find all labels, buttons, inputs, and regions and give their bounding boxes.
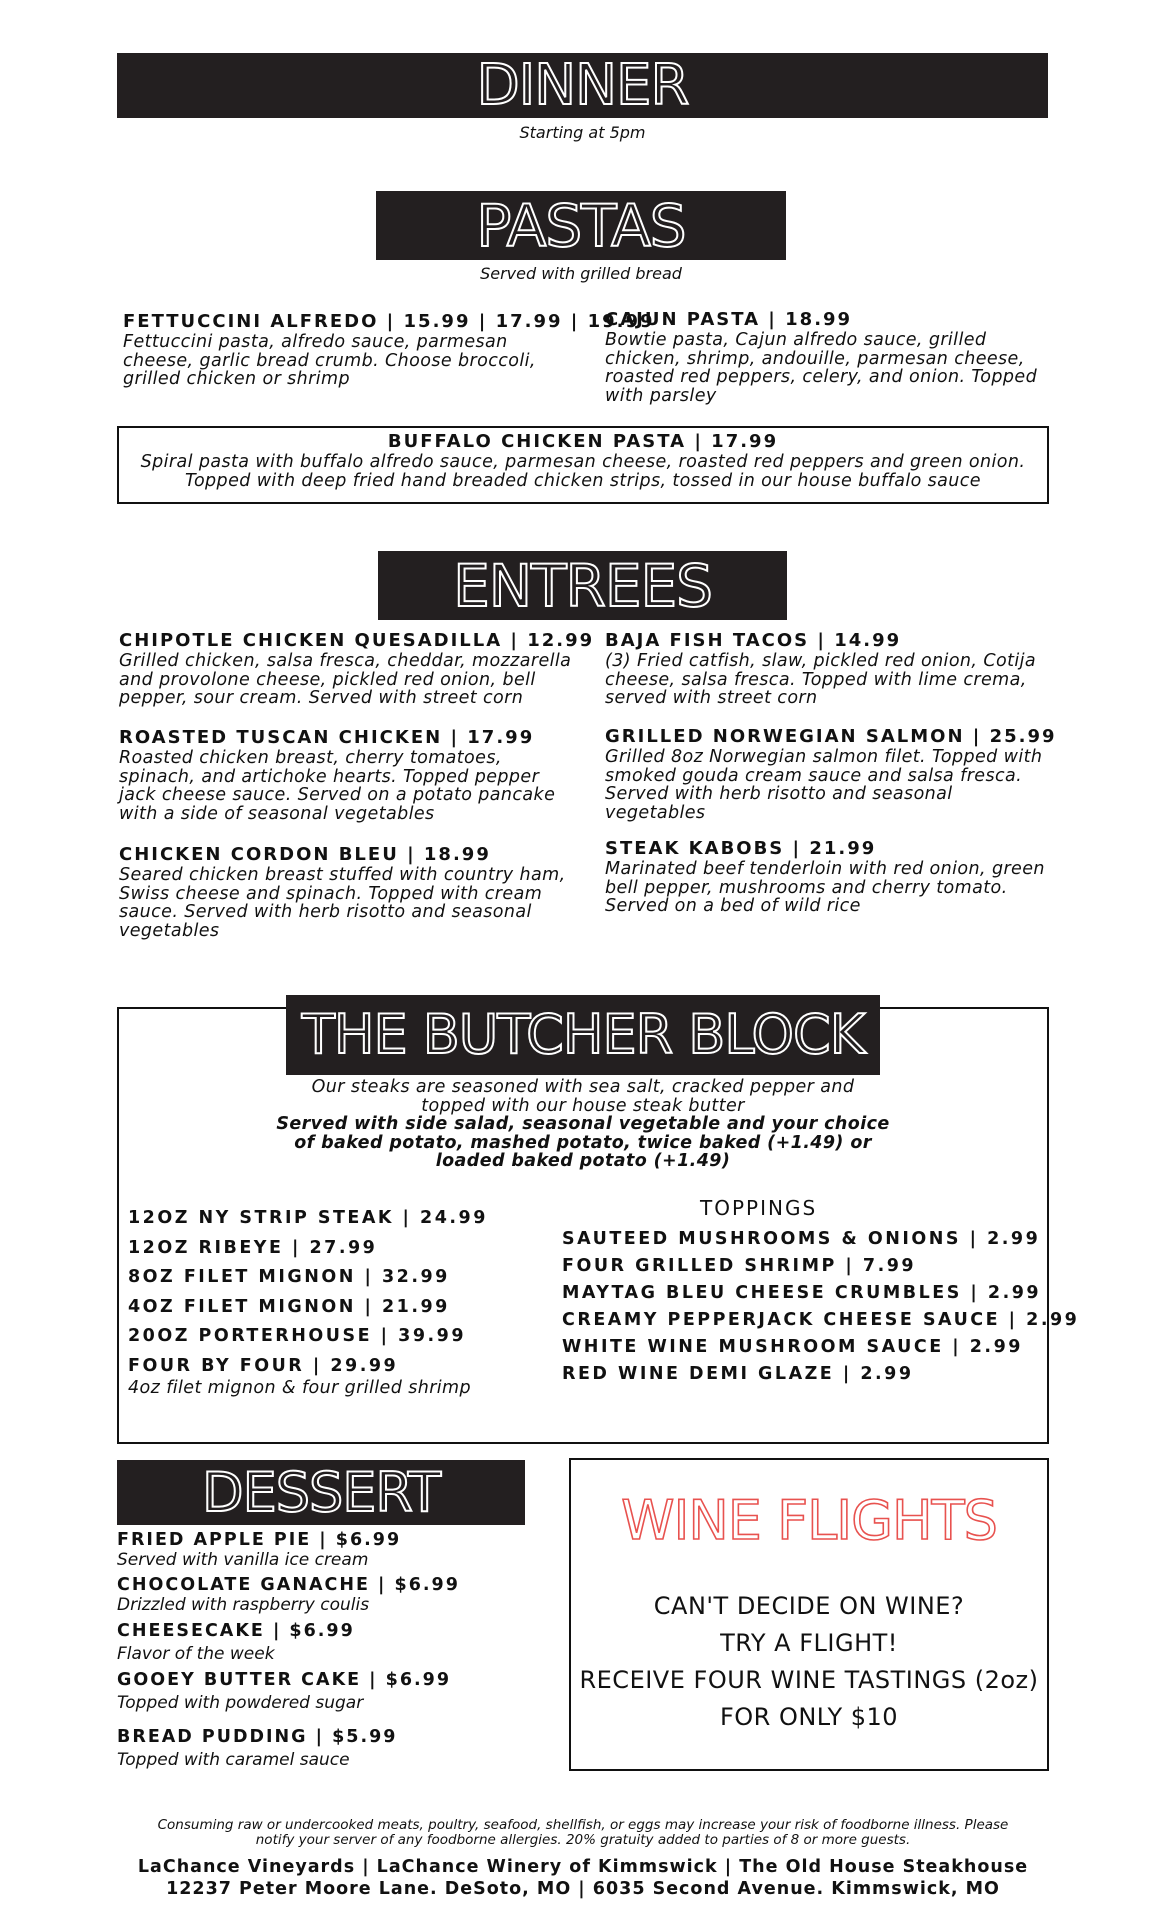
item-name: STEAK KABOBS | 21.99 (605, 838, 877, 859)
menu-item-salmon (605, 726, 1057, 823)
item-description: Served with vanilla ice cream (117, 1550, 369, 1570)
steak-item: 8OZ FILET MIGNON | 32.99 (128, 1267, 450, 1287)
footer (60, 1818, 1106, 1900)
dinner-banner (117, 53, 1048, 118)
steak-item: 4OZ FILET MIGNON | 21.99 (128, 1296, 450, 1317)
menu-item-steak-kabobs (605, 838, 1045, 916)
topping-item: WHITE WINE MUSHROOM SAUCE | 2.99 (562, 1337, 1023, 1357)
dessert-title: DESSERT (202, 1460, 440, 1524)
item-description: Grilled 8oz Norwegian salmon filet. Topped with smoked gouda cream sauce and salsa fresca. Served with herb risotto and seasonal vegetables (605, 747, 1043, 823)
topping-item: RED WINE DEMI GLAZE | 2.99 (562, 1364, 914, 1384)
toppings-list (562, 1228, 1080, 1390)
butcher-banner (286, 995, 880, 1075)
pastas-subtitle: Served with grilled bread (480, 264, 682, 283)
dessert-item-cheesecake (117, 1621, 537, 1664)
pastas-title: PASTAS (476, 191, 686, 260)
steak-item-description: 4oz filet mignon & four grilled shrimp (128, 1377, 472, 1398)
butcher-intro-2: topped with our house steak butter (421, 1095, 745, 1116)
item-description: Topped with caramel sauce (117, 1750, 350, 1770)
item-name: FETTUCCINI ALFREDO | 15.99 | 17.99 | 19.99 (123, 311, 655, 332)
menu-item-cordon-bleu (119, 844, 579, 940)
pastas-banner (376, 191, 786, 260)
steak-item: FOUR BY FOUR | 29.99 (128, 1355, 399, 1376)
steak-item: 12OZ NY STRIP STEAK | 24.99 (128, 1208, 488, 1228)
wine-flights-text (571, 1588, 1047, 1736)
item-description: Flavor of the week (117, 1644, 275, 1664)
menu-item-cajun-pasta (605, 309, 1045, 405)
dessert-item-gooey-butter-cake (117, 1670, 537, 1713)
item-name: GOOEY BUTTER CAKE | $6.99 (117, 1670, 452, 1690)
dessert-item-bread-pudding (117, 1727, 537, 1770)
item-name: CAJUN PASTA | 18.99 (605, 309, 853, 330)
item-description: (3) Fried catfish, slaw, pickled red onion, Cotija cheese, salsa fresca. Topped with lime crema, served with street corn (605, 651, 1036, 708)
featured-desc-2: Topped with deep fried hand breaded chicken strips, tossed in our house buffalo sauce (185, 470, 981, 491)
steak-item: 12OZ RIBEYE | 27.99 (128, 1237, 378, 1258)
menu-item-fish-tacos (605, 630, 1045, 708)
item-description: Fettuccini pasta, alfredo sauce, parmesan cheese, garlic bread crumb. Choose broccoli, grilled chicken or shrimp (123, 332, 536, 389)
wine-line: TRY A FLIGHT! (720, 1629, 898, 1657)
butcher-sides-2: of baked potato, mashed potato, twice baked (+1.49) or (294, 1132, 872, 1153)
item-name: CHOCOLATE GANACHE | $6.99 (117, 1575, 460, 1595)
wine-line: FOR ONLY $10 (719, 1703, 899, 1731)
butcher-intro-1: Our steaks are seasoned with sea salt, cracked pepper and (311, 1077, 855, 1097)
item-name: CHIPOTLE CHICKEN QUESADILLA | 12.99 (119, 630, 595, 651)
item-description: Seared chicken breast stuffed with country ham, Swiss cheese and spinach. Topped with cream sauce. Served with herb risotto and seasonal vegetables (119, 865, 566, 941)
dinner-title: DINNER (476, 52, 689, 118)
item-description: Grilled chicken, salsa fresca, cheddar, mozzarella and provolone cheese, pickled red onion, bell pepper, sour cream. Served with street corn (119, 651, 572, 708)
featured-name: BUFFALO CHICKEN PASTA | 17.99 (387, 431, 779, 452)
butcher-title: THE BUTCHER BLOCK (301, 1003, 865, 1066)
item-name: ROASTED TUSCAN CHICKEN | 17.99 (119, 727, 535, 748)
menu-item-fettuccini (123, 311, 655, 389)
topping-item: CREAMY PEPPERJACK CHEESE SAUCE | 2.99 (562, 1310, 1080, 1330)
featured-desc-1: Spiral pasta with buffalo alfredo sauce, parmesan cheese, roasted red peppers and green onion. (140, 452, 1026, 472)
wine-line: RECEIVE FOUR WINE TASTINGS (2oz) (579, 1666, 1039, 1694)
toppings-title: TOPPINGS (700, 1196, 818, 1220)
dessert-banner (117, 1460, 525, 1525)
disclaimer-line-2: notify your server of any foodborne allergies. 20% gratuity added to parties of 8 or more guests. (255, 1832, 911, 1848)
item-description: Marinated beef tenderloin with red onion, green bell pepper, mushrooms and cherry tomato. Served on a bed of wild rice (605, 859, 1045, 916)
item-description: Roasted chicken breast, cherry tomatoes, spinach, and artichoke hearts. Topped pepper jack cheese sauce. Served on a potato pancake with a side of seasonal vegetables (119, 748, 556, 824)
entrees-banner (378, 551, 787, 620)
menu-item-tuscan-chicken (119, 727, 579, 823)
topping-item: SAUTEED MUSHROOMS & ONIONS | 2.99 (562, 1229, 1041, 1249)
item-name: CHICKEN CORDON BLEU | 18.99 (119, 844, 491, 865)
venue-addresses: 12237 Peter Moore Lane. DeSoto, MO | 6035 Second Avenue. Kimmswick, MO (166, 1879, 1000, 1899)
venue-names: LaChance Vineyards | LaChance Winery of Kimmswick | The Old House Steakhouse (137, 1857, 1029, 1877)
featured-pasta-box (117, 426, 1049, 504)
menu-item-quesadilla (119, 630, 595, 708)
wine-flights-box (569, 1458, 1049, 1771)
steak-list (128, 1207, 548, 1397)
steak-item: 20OZ PORTERHOUSE | 39.99 (128, 1326, 466, 1346)
wine-line: CAN'T DECIDE ON WINE? (653, 1592, 965, 1620)
butcher-sides-3: loaded baked potato (+1.49) (435, 1151, 731, 1171)
item-description: Bowtie pasta, Cajun alfredo sauce, grilled chicken, shrimp, andouille, parmesan cheese, roasted red peppers, celery, and onion. Topped with parsley (605, 330, 1038, 406)
disclaimer-line-1: Consuming raw or undercooked meats, poultry, seafood, shellfish, or eggs may increase your risk of foodborne illness. Please (157, 1817, 1009, 1833)
item-name: BAJA FISH TACOS | 14.99 (605, 630, 902, 651)
dinner-subtitle: Starting at 5pm (519, 123, 646, 142)
topping-item: FOUR GRILLED SHRIMP | 7.99 (562, 1256, 917, 1276)
topping-item: MAYTAG BLEU CHEESE CRUMBLES | 2.99 (562, 1283, 1042, 1303)
entrees-title: ENTREES (453, 551, 712, 620)
item-name: BREAD PUDDING | $5.99 (117, 1727, 398, 1747)
item-description: Topped with powdered sugar (117, 1693, 364, 1713)
item-name: GRILLED NORWEGIAN SALMON | 25.99 (605, 726, 1057, 747)
dessert-item-apple-pie (117, 1530, 537, 1570)
item-name: FRIED APPLE PIE | $6.99 (117, 1530, 402, 1550)
item-name: CHEESECAKE | $6.99 (117, 1621, 355, 1641)
dessert-item-ganache (117, 1575, 537, 1615)
item-description: Drizzled with raspberry coulis (117, 1595, 370, 1615)
butcher-intro (250, 1078, 916, 1171)
butcher-sides-1: Served with side salad, seasonal vegetable and your choice (276, 1114, 890, 1134)
wine-flights-title: WINE FLIGHTS (621, 1489, 997, 1552)
